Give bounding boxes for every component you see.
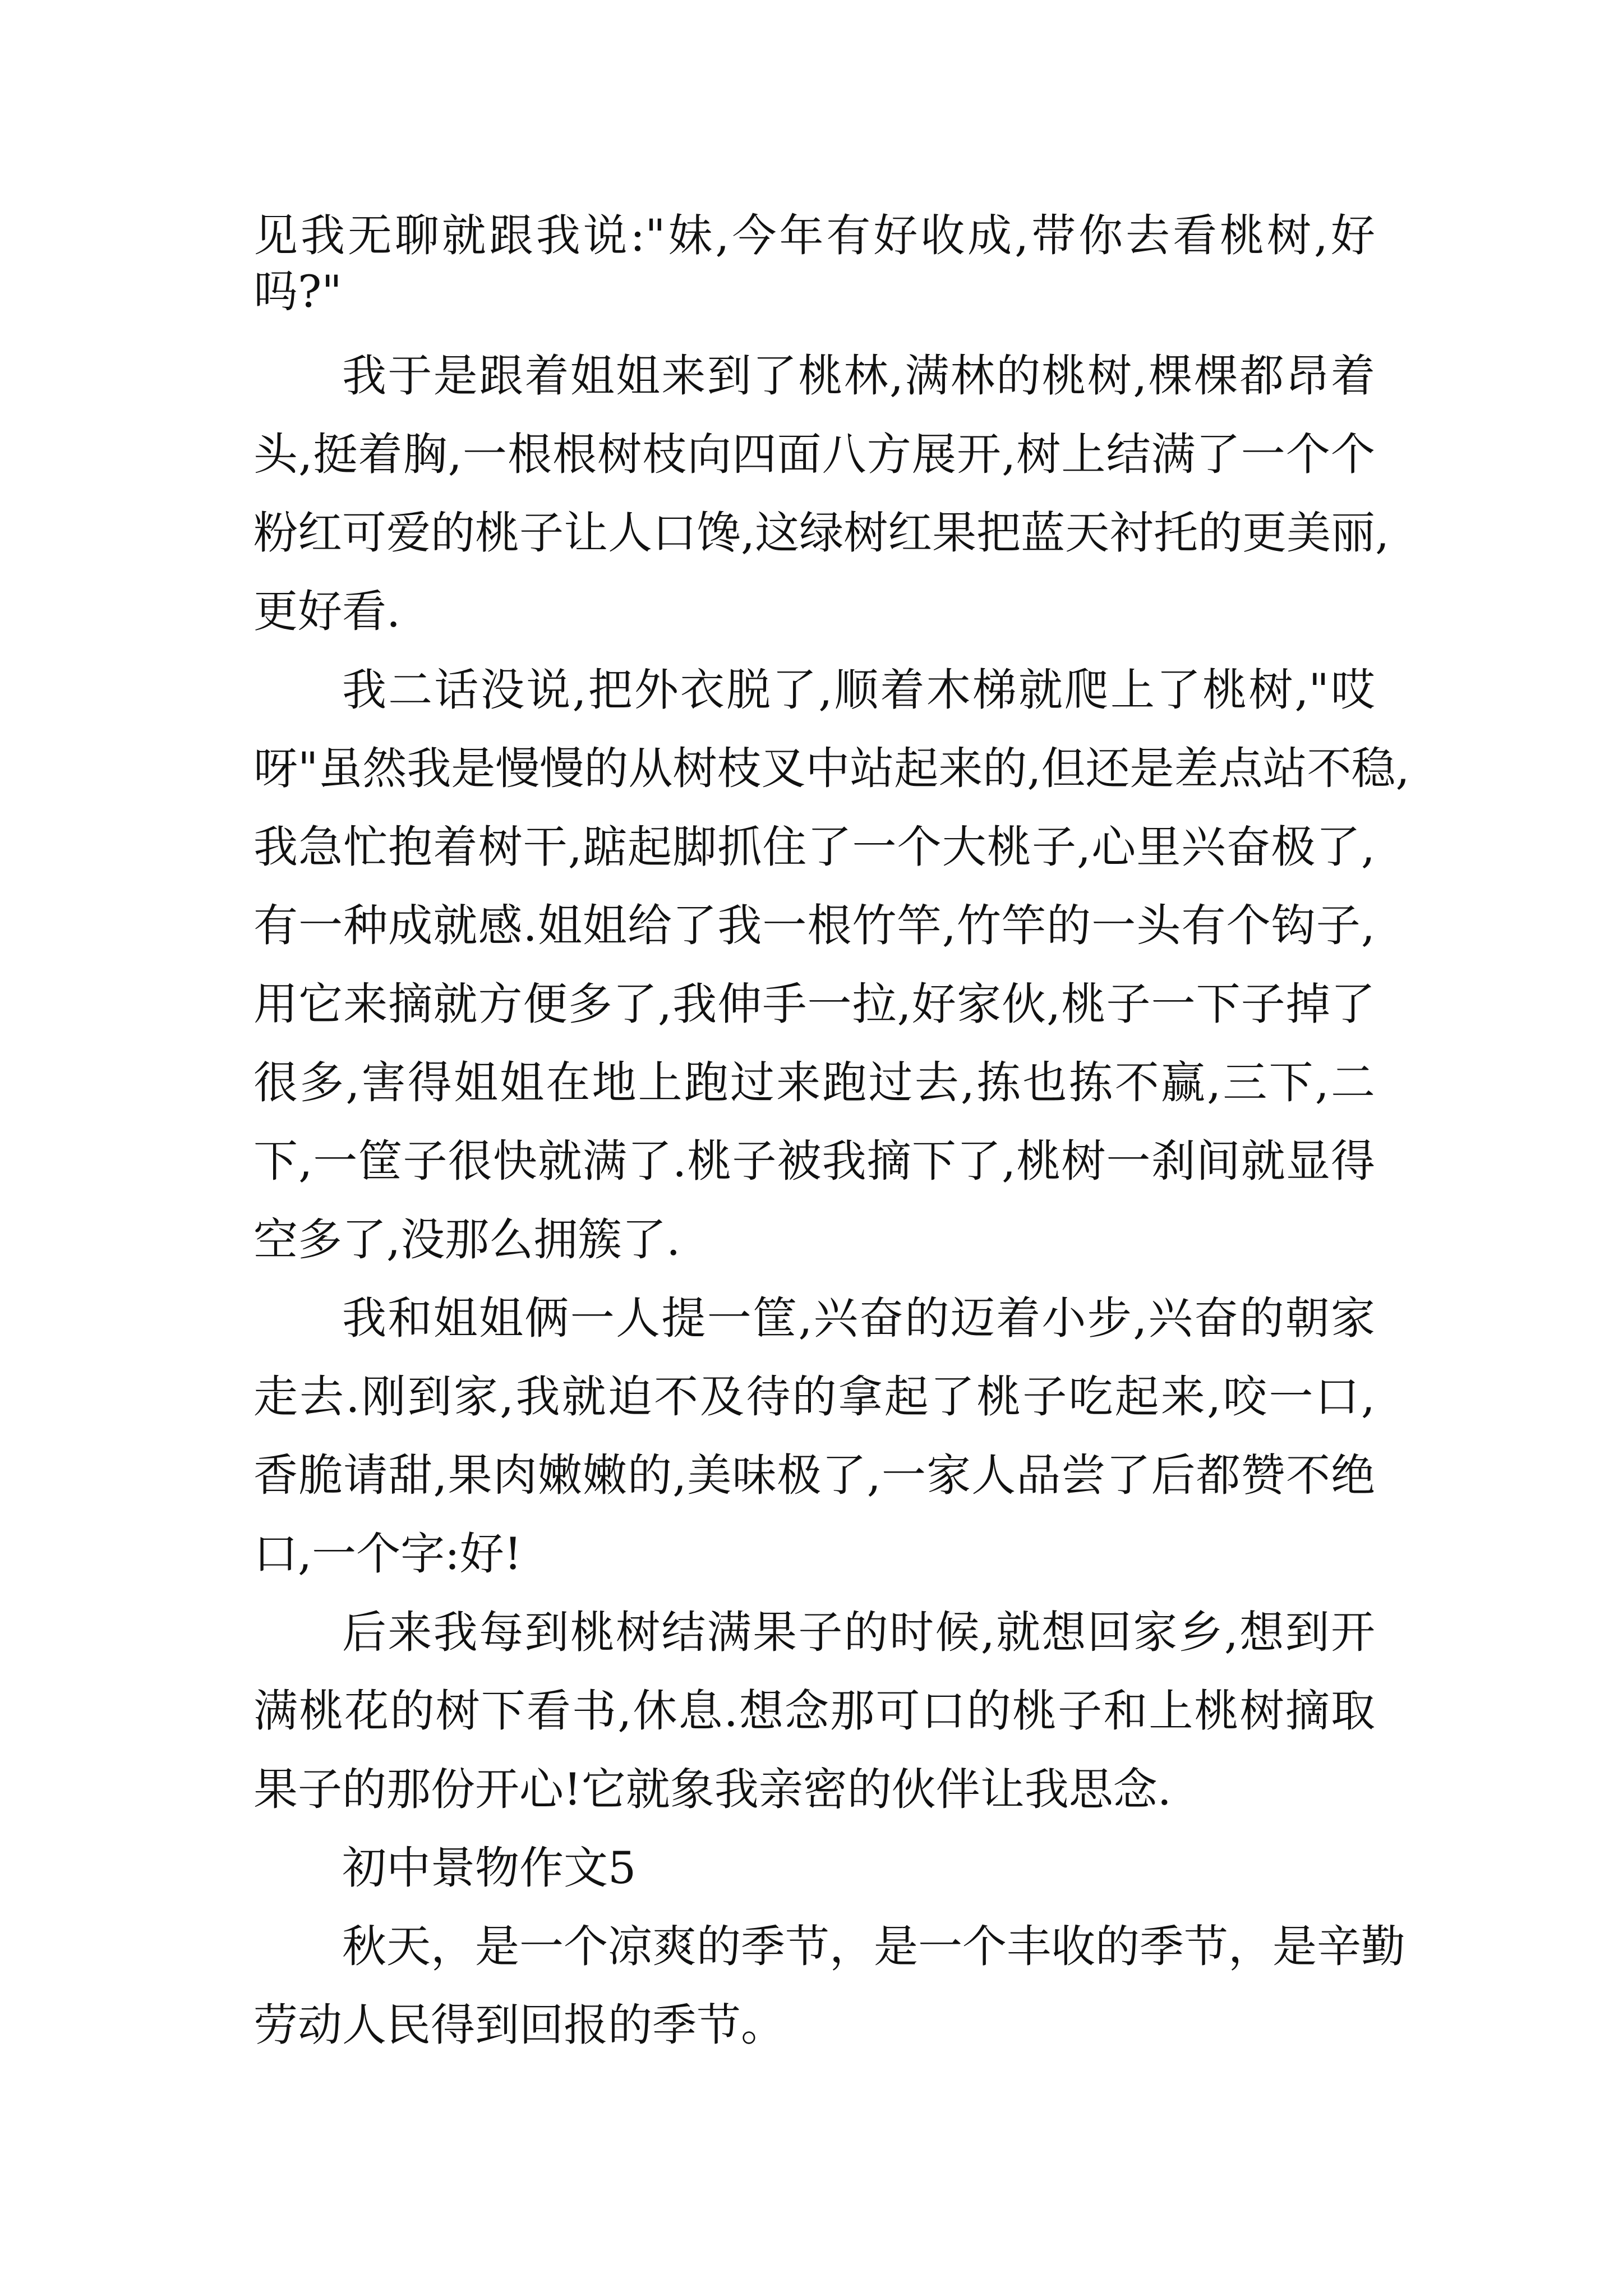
text-line: 呀"虽然我是慢慢的从树枝叉中站起来的,但还是差点站不稳,: [253, 743, 1410, 794]
text-line: 我急忙抱着树干,踮起脚抓住了一个大桃子,心里兴奋极了,: [253, 821, 1375, 873]
text-line: 头,挺着胸,一根根树枝向四面八方展开,树上结满了一个个: [253, 429, 1375, 480]
text-line: 口,一个字:好!: [253, 1528, 522, 1580]
paragraph-first-line: 我二话没说,把外衣脱了,顺着木梯就爬上了桃树,"哎: [342, 664, 1375, 716]
section-heading: 初中景物作文5: [342, 1842, 637, 1894]
text-line: 空多了,没那么拥簇了.: [253, 1214, 681, 1266]
text-line: 走去.刚到家,我就迫不及待的拿起了桃子吃起来,咬一口,: [253, 1371, 1375, 1423]
text-line: 满桃花的树下看书,休息.想念那可口的桃子和上桃树摘取: [253, 1685, 1375, 1737]
paragraph-first-line: 我于是跟着姐姐来到了桃林,满林的桃树,棵棵都昂着: [342, 350, 1375, 402]
text-line: 香脆请甜,果肉嫩嫩的,美味极了,一家人品尝了后都赞不绝: [253, 1450, 1375, 1501]
text-line: 果子的那份开心!它就象我亲密的伙伴让我思念.: [253, 1764, 1172, 1815]
text-line: 吗?": [253, 266, 342, 318]
paragraph-first-line: 秋天，是一个凉爽的季节，是一个丰收的季节，是辛勤: [342, 1921, 1405, 1972]
text-line: 很多,害得姐姐在地上跑过来跑过去,拣也拣不赢,三下,二: [253, 1057, 1375, 1108]
text-line: 更好看.: [253, 586, 401, 637]
text-line: 见我无聊就跟我说:"妹,今年有好收成,带你去看桃树,好: [253, 210, 1375, 261]
text-line: 粉红可爱的桃子让人口馋,这绿树红果把蓝天衬托的更美丽,: [253, 507, 1390, 559]
text-line: 劳动人民得到回报的季节。: [253, 1999, 785, 2051]
text-line: 下,一筐子很快就满了.桃子被我摘下了,桃树一刹间就显得: [253, 1135, 1375, 1187]
text-line: 用它来摘就方便多了,我伸手一拉,好家伙,桃子一下子掉了: [253, 978, 1375, 1030]
paragraph-first-line: 我和姐姐俩一人提一筐,兴奋的迈着小步,兴奋的朝家: [342, 1292, 1375, 1344]
paragraph-first-line: 后来我每到桃树结满果子的时候,就想回家乡,想到开: [342, 1607, 1375, 1658]
text-line: 有一种成就感.姐姐给了我一根竹竿,竹竿的一头有个钩子,: [253, 900, 1375, 951]
